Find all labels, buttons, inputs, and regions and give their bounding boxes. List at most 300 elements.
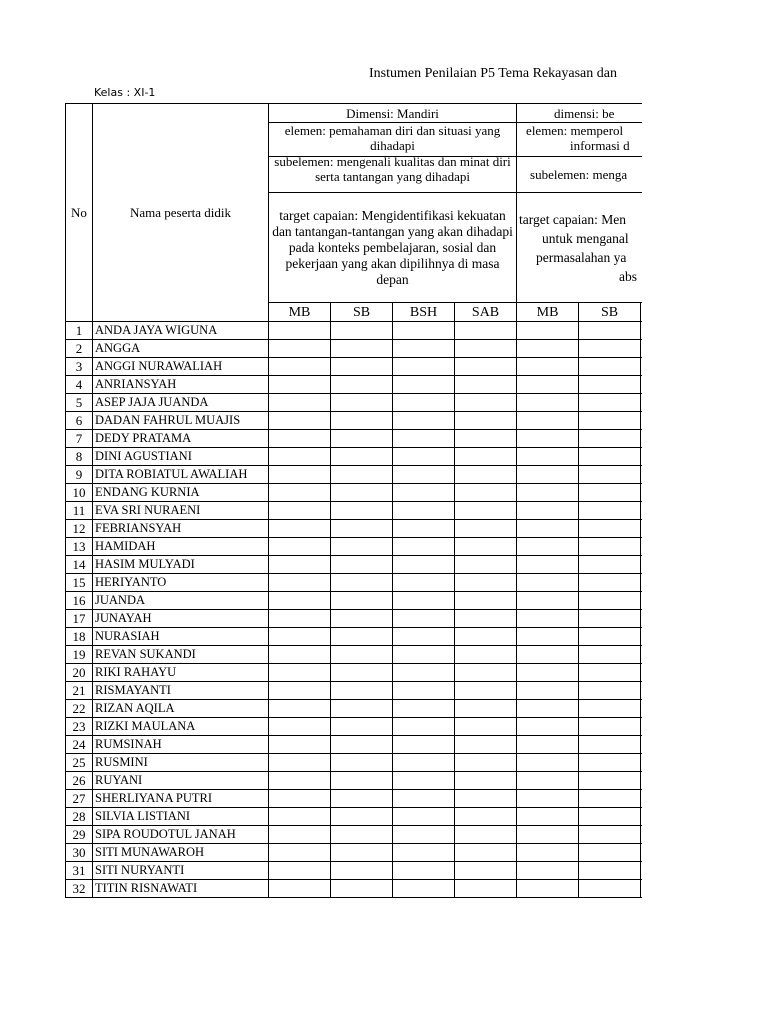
table-row xyxy=(66,844,643,862)
score-cell[interactable] xyxy=(579,484,641,502)
score-cell[interactable] xyxy=(393,412,455,430)
score-cell[interactable] xyxy=(393,862,455,880)
score-cell[interactable] xyxy=(331,538,393,556)
score-cell[interactable] xyxy=(331,322,393,340)
score-cell[interactable] xyxy=(517,556,579,574)
score-cell[interactable] xyxy=(455,610,517,628)
table-row xyxy=(66,376,643,394)
score-cell[interactable] xyxy=(331,448,393,466)
score-cell[interactable] xyxy=(455,394,517,412)
student-number: 4 xyxy=(66,376,93,394)
student-name: HAMIDAH xyxy=(93,538,269,556)
score-cell[interactable] xyxy=(641,376,642,394)
score-cell[interactable] xyxy=(517,736,579,754)
score-cell[interactable] xyxy=(579,880,641,898)
score-cell[interactable] xyxy=(517,610,579,628)
score-cell[interactable] xyxy=(269,610,331,628)
score-cell[interactable] xyxy=(641,862,642,880)
student-name: SHERLIYANA PUTRI xyxy=(93,790,269,808)
score-cell[interactable] xyxy=(331,520,393,538)
score-cell[interactable] xyxy=(579,556,641,574)
student-number: 27 xyxy=(66,790,93,808)
score-cell[interactable] xyxy=(269,736,331,754)
score-cell[interactable] xyxy=(579,376,641,394)
score-cell[interactable] xyxy=(269,502,331,520)
student-name: DEDY PRATAMA xyxy=(93,430,269,448)
student-number: 13 xyxy=(66,538,93,556)
student-name: SILVIA LISTIANI xyxy=(93,808,269,826)
score-cell[interactable] xyxy=(455,700,517,718)
student-number: 18 xyxy=(66,628,93,646)
score-cell[interactable] xyxy=(579,682,641,700)
score-cell[interactable] xyxy=(579,610,641,628)
score-cell[interactable] xyxy=(269,412,331,430)
score-cell[interactable] xyxy=(641,682,642,700)
score-cell[interactable] xyxy=(579,844,641,862)
score-cell[interactable] xyxy=(393,646,455,664)
score-cell[interactable] xyxy=(641,646,642,664)
student-name: RIKI RAHAYU xyxy=(93,664,269,682)
score-cell[interactable] xyxy=(641,610,642,628)
table-row xyxy=(66,880,643,898)
score-cell[interactable] xyxy=(269,772,331,790)
score-cell[interactable] xyxy=(455,322,517,340)
student-number: 21 xyxy=(66,682,93,700)
score-cell[interactable] xyxy=(579,646,641,664)
score-cell[interactable] xyxy=(331,862,393,880)
score-cell[interactable] xyxy=(579,772,641,790)
score-cell[interactable] xyxy=(455,430,517,448)
score-cell[interactable] xyxy=(579,412,641,430)
student-number: 8 xyxy=(66,448,93,466)
score-cell[interactable] xyxy=(641,826,642,844)
score-cell[interactable] xyxy=(641,322,642,340)
score-cell[interactable] xyxy=(579,466,641,484)
student-number: 28 xyxy=(66,808,93,826)
score-cell[interactable] xyxy=(331,646,393,664)
student-name: RUSMINI xyxy=(93,754,269,772)
score-cell[interactable] xyxy=(331,718,393,736)
student-name: ANGGI NURAWALIAH xyxy=(93,358,269,376)
score-cell[interactable] xyxy=(517,340,579,358)
student-name: HERIYANTO xyxy=(93,574,269,592)
score-cell[interactable] xyxy=(641,502,642,520)
score-cell[interactable] xyxy=(393,556,455,574)
score-cell[interactable] xyxy=(517,430,579,448)
student-number: 10 xyxy=(66,484,93,502)
score-cell[interactable] xyxy=(455,844,517,862)
score-cell[interactable] xyxy=(517,628,579,646)
student-number: 1 xyxy=(66,322,93,340)
score-cell[interactable] xyxy=(331,808,393,826)
student-name: RUMSINAH xyxy=(93,736,269,754)
score-cell[interactable] xyxy=(455,808,517,826)
score-cell[interactable] xyxy=(393,700,455,718)
score-cell[interactable] xyxy=(641,718,642,736)
score-cell[interactable] xyxy=(579,394,641,412)
score-cell[interactable] xyxy=(517,790,579,808)
score-cell[interactable] xyxy=(641,340,642,358)
score-cell[interactable] xyxy=(579,628,641,646)
student-name: DINI AGUSTIANI xyxy=(93,448,269,466)
student-number: 19 xyxy=(66,646,93,664)
score-cell[interactable] xyxy=(641,754,642,772)
score-cell[interactable] xyxy=(393,430,455,448)
assessment-sheet xyxy=(65,103,642,914)
score-cell[interactable] xyxy=(269,322,331,340)
score-cell[interactable] xyxy=(393,844,455,862)
student-number: 3 xyxy=(66,358,93,376)
score-cell[interactable] xyxy=(269,430,331,448)
score-cell[interactable] xyxy=(331,610,393,628)
score-cell[interactable] xyxy=(331,664,393,682)
score-cell[interactable] xyxy=(579,574,641,592)
score-cell[interactable] xyxy=(641,700,642,718)
score-cell[interactable] xyxy=(517,844,579,862)
score-cell[interactable] xyxy=(517,772,579,790)
student-name: RIZAN AQILA xyxy=(93,700,269,718)
score-cell[interactable] xyxy=(517,574,579,592)
score-cell[interactable] xyxy=(517,358,579,376)
table-row xyxy=(66,484,643,502)
score-cell[interactable] xyxy=(269,754,331,772)
score-cell[interactable] xyxy=(641,412,642,430)
score-cell[interactable] xyxy=(641,772,642,790)
score-cell[interactable] xyxy=(641,394,642,412)
score-cell[interactable] xyxy=(269,808,331,826)
score-cell[interactable] xyxy=(269,790,331,808)
student-name: ENDANG KURNIA xyxy=(93,484,269,502)
score-cell[interactable] xyxy=(517,394,579,412)
student-number: 2 xyxy=(66,340,93,358)
score-cell[interactable] xyxy=(331,772,393,790)
table-row xyxy=(66,628,643,646)
student-name: NURASIAH xyxy=(93,628,269,646)
score-cell[interactable] xyxy=(393,340,455,358)
score-cell[interactable] xyxy=(331,556,393,574)
score-cell[interactable] xyxy=(517,862,579,880)
table-row xyxy=(66,538,643,556)
score-cell[interactable] xyxy=(517,664,579,682)
score-cell[interactable] xyxy=(455,358,517,376)
score-cell[interactable] xyxy=(641,808,642,826)
score-cell[interactable] xyxy=(455,484,517,502)
score-cell[interactable] xyxy=(269,520,331,538)
score-cell[interactable] xyxy=(517,682,579,700)
score-cell[interactable] xyxy=(641,790,642,808)
score-cell[interactable] xyxy=(517,808,579,826)
score-cell[interactable] xyxy=(455,340,517,358)
score-cell[interactable] xyxy=(579,808,641,826)
score-cell[interactable] xyxy=(393,754,455,772)
score-cell[interactable] xyxy=(393,610,455,628)
score-cell[interactable] xyxy=(269,718,331,736)
score-cell[interactable] xyxy=(393,466,455,484)
score-cell[interactable] xyxy=(517,376,579,394)
score-cell[interactable] xyxy=(579,862,641,880)
score-cell[interactable] xyxy=(641,556,642,574)
score-cell[interactable] xyxy=(269,826,331,844)
score-cell[interactable] xyxy=(455,592,517,610)
score-cell[interactable] xyxy=(641,574,642,592)
score-cell[interactable] xyxy=(331,358,393,376)
student-number: 26 xyxy=(66,772,93,790)
table-row xyxy=(66,502,643,520)
score-cell[interactable] xyxy=(331,682,393,700)
score-cell[interactable] xyxy=(393,484,455,502)
score-cell[interactable] xyxy=(393,664,455,682)
score-cell[interactable] xyxy=(269,664,331,682)
score-cell[interactable] xyxy=(579,736,641,754)
student-name: SITI NURYANTI xyxy=(93,862,269,880)
student-name: RISMAYANTI xyxy=(93,682,269,700)
score-cell[interactable] xyxy=(331,376,393,394)
score-cell[interactable] xyxy=(269,448,331,466)
dimension-2-title: dimensi: be xyxy=(517,104,642,123)
score-cell[interactable] xyxy=(455,466,517,484)
student-number: 24 xyxy=(66,736,93,754)
score-cell[interactable] xyxy=(517,718,579,736)
score-cell[interactable] xyxy=(517,448,579,466)
score-cell[interactable] xyxy=(579,826,641,844)
score-cell[interactable] xyxy=(331,754,393,772)
score-cell[interactable] xyxy=(269,394,331,412)
score-cell[interactable] xyxy=(331,394,393,412)
score-cell[interactable] xyxy=(269,358,331,376)
score-cell[interactable] xyxy=(331,574,393,592)
score-cell[interactable] xyxy=(331,880,393,898)
score-cell[interactable] xyxy=(517,646,579,664)
score-cell[interactable] xyxy=(579,340,641,358)
score-cell[interactable] xyxy=(641,448,642,466)
score-cell[interactable] xyxy=(579,520,641,538)
score-cell[interactable] xyxy=(393,448,455,466)
score-cell[interactable] xyxy=(393,502,455,520)
score-cell[interactable] xyxy=(517,412,579,430)
student-number: 23 xyxy=(66,718,93,736)
score-cell[interactable] xyxy=(579,592,641,610)
score-cell[interactable] xyxy=(393,376,455,394)
score-cell[interactable] xyxy=(455,646,517,664)
score-cell[interactable] xyxy=(269,340,331,358)
score-cell[interactable] xyxy=(331,628,393,646)
student-name: DADAN FAHRUL MUAJIS xyxy=(93,412,269,430)
score-cell[interactable] xyxy=(517,484,579,502)
score-cell[interactable] xyxy=(455,826,517,844)
score-cell[interactable] xyxy=(269,484,331,502)
document-title: Instumen Penilaian P5 Tema Rekayasan dan xyxy=(369,66,617,81)
score-cell[interactable] xyxy=(641,664,642,682)
score-cell[interactable] xyxy=(641,592,642,610)
score-cell[interactable] xyxy=(393,322,455,340)
dimension-2-target-line-2: untuk menganal xyxy=(542,230,629,246)
student-number: 29 xyxy=(66,826,93,844)
score-cell[interactable] xyxy=(269,538,331,556)
score-cell[interactable] xyxy=(269,592,331,610)
score-cell[interactable] xyxy=(517,592,579,610)
score-cell[interactable] xyxy=(455,628,517,646)
score-cell[interactable] xyxy=(393,718,455,736)
score-cell[interactable] xyxy=(269,844,331,862)
score-cell[interactable] xyxy=(393,538,455,556)
score-cell[interactable] xyxy=(269,862,331,880)
table-row xyxy=(66,430,643,448)
table-row xyxy=(66,394,643,412)
score-cell[interactable] xyxy=(641,520,642,538)
table-row xyxy=(66,718,643,736)
score-cell[interactable] xyxy=(331,736,393,754)
assessment-table xyxy=(65,103,642,898)
score-cell[interactable] xyxy=(455,754,517,772)
score-cell[interactable] xyxy=(331,466,393,484)
dimension-1-title: Dimensi: Mandiri xyxy=(269,104,517,123)
score-cell[interactable] xyxy=(331,412,393,430)
level-sb-1: SB xyxy=(331,303,393,322)
score-cell[interactable] xyxy=(641,844,642,862)
score-cell[interactable] xyxy=(269,466,331,484)
score-cell[interactable] xyxy=(579,790,641,808)
score-cell[interactable] xyxy=(331,484,393,502)
score-cell[interactable] xyxy=(455,664,517,682)
table-row xyxy=(66,826,643,844)
score-cell[interactable] xyxy=(641,880,642,898)
score-cell[interactable] xyxy=(641,538,642,556)
score-cell[interactable] xyxy=(517,880,579,898)
score-cell[interactable] xyxy=(331,700,393,718)
score-cell[interactable] xyxy=(579,538,641,556)
student-name: RIZKI MAULANA xyxy=(93,718,269,736)
score-cell[interactable] xyxy=(517,502,579,520)
score-cell[interactable] xyxy=(455,880,517,898)
score-cell[interactable] xyxy=(331,790,393,808)
header-student-name: Nama peserta didik xyxy=(93,104,269,322)
table-row xyxy=(66,574,643,592)
student-number: 25 xyxy=(66,754,93,772)
dimension-2-element xyxy=(517,123,642,157)
score-cell[interactable] xyxy=(269,700,331,718)
score-cell[interactable] xyxy=(331,844,393,862)
score-cell[interactable] xyxy=(393,880,455,898)
table-row xyxy=(66,700,643,718)
score-cell[interactable] xyxy=(455,502,517,520)
score-cell[interactable] xyxy=(579,448,641,466)
score-cell[interactable] xyxy=(393,592,455,610)
score-cell[interactable] xyxy=(455,448,517,466)
table-row xyxy=(66,340,643,358)
score-cell[interactable] xyxy=(517,538,579,556)
level-bsh-1: BSH xyxy=(393,303,455,322)
score-cell[interactable] xyxy=(393,826,455,844)
student-name: RUYANI xyxy=(93,772,269,790)
score-cell[interactable] xyxy=(579,502,641,520)
score-cell[interactable] xyxy=(393,520,455,538)
score-cell[interactable] xyxy=(641,358,642,376)
student-number: 15 xyxy=(66,574,93,592)
score-cell[interactable] xyxy=(269,376,331,394)
score-cell[interactable] xyxy=(393,394,455,412)
score-cell[interactable] xyxy=(641,466,642,484)
score-cell[interactable] xyxy=(455,772,517,790)
score-cell[interactable] xyxy=(455,520,517,538)
score-cell[interactable] xyxy=(331,826,393,844)
student-name: ANGGA xyxy=(93,340,269,358)
score-cell[interactable] xyxy=(455,574,517,592)
score-cell[interactable] xyxy=(455,556,517,574)
score-cell[interactable] xyxy=(455,412,517,430)
table-row xyxy=(66,646,643,664)
score-cell[interactable] xyxy=(393,682,455,700)
score-cell[interactable] xyxy=(331,502,393,520)
score-cell[interactable] xyxy=(455,790,517,808)
score-cell[interactable] xyxy=(269,556,331,574)
score-cell[interactable] xyxy=(517,700,579,718)
score-cell[interactable] xyxy=(393,358,455,376)
score-cell[interactable] xyxy=(517,826,579,844)
score-cell[interactable] xyxy=(393,772,455,790)
student-number: 14 xyxy=(66,556,93,574)
score-cell[interactable] xyxy=(393,628,455,646)
score-cell[interactable] xyxy=(579,322,641,340)
level-blank-1 xyxy=(641,303,642,322)
score-cell[interactable] xyxy=(455,862,517,880)
dimension-2-target-line-4: abs xyxy=(619,268,638,284)
table-row xyxy=(66,412,643,430)
score-cell[interactable] xyxy=(455,538,517,556)
score-cell[interactable] xyxy=(393,574,455,592)
score-cell[interactable] xyxy=(579,664,641,682)
score-cell[interactable] xyxy=(269,646,331,664)
score-cell[interactable] xyxy=(393,808,455,826)
student-number: 6 xyxy=(66,412,93,430)
level-sab-1: SAB xyxy=(455,303,517,322)
student-number: 5 xyxy=(66,394,93,412)
score-cell[interactable] xyxy=(269,880,331,898)
score-cell[interactable] xyxy=(517,754,579,772)
score-cell[interactable] xyxy=(579,430,641,448)
score-cell[interactable] xyxy=(579,358,641,376)
score-cell[interactable] xyxy=(331,430,393,448)
score-cell[interactable] xyxy=(393,736,455,754)
score-cell[interactable] xyxy=(393,790,455,808)
score-cell[interactable] xyxy=(517,322,579,340)
score-cell[interactable] xyxy=(641,736,642,754)
score-cell[interactable] xyxy=(641,484,642,502)
table-row xyxy=(66,520,643,538)
score-cell[interactable] xyxy=(455,718,517,736)
score-cell[interactable] xyxy=(579,718,641,736)
score-cell[interactable] xyxy=(455,682,517,700)
score-cell[interactable] xyxy=(269,574,331,592)
dimension-2-subelement: subelemen: menga xyxy=(517,157,642,193)
score-cell[interactable] xyxy=(455,736,517,754)
score-cell[interactable] xyxy=(579,754,641,772)
score-cell[interactable] xyxy=(269,682,331,700)
student-name: DITA ROBIATUL AWALIAH xyxy=(93,466,269,484)
score-cell[interactable] xyxy=(517,466,579,484)
score-cell[interactable] xyxy=(331,592,393,610)
score-cell[interactable] xyxy=(269,628,331,646)
score-cell[interactable] xyxy=(455,376,517,394)
score-cell[interactable] xyxy=(641,628,642,646)
score-cell[interactable] xyxy=(517,520,579,538)
student-number: 22 xyxy=(66,700,93,718)
student-name: ASEP JAJA JUANDA xyxy=(93,394,269,412)
student-number: 12 xyxy=(66,520,93,538)
dimension-2-target-line-1: target capaian: Men xyxy=(519,211,626,227)
score-cell[interactable] xyxy=(579,700,641,718)
score-cell[interactable] xyxy=(331,340,393,358)
score-cell[interactable] xyxy=(641,430,642,448)
